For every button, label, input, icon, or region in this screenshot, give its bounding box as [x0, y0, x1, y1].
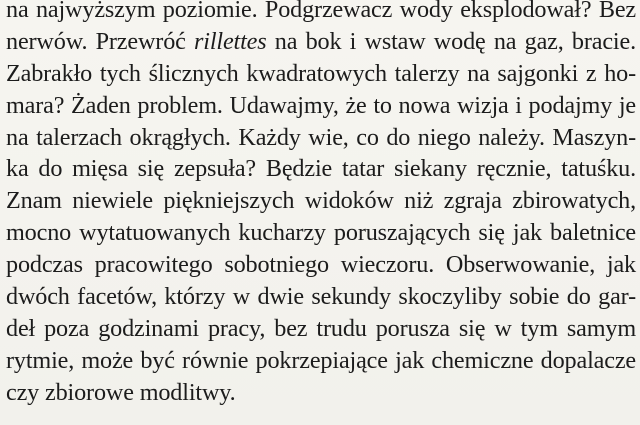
text-line: mocno wytatuowanych kucharzy poruszających się jak baletnice	[6, 219, 636, 247]
text-line: deł poza godzinami pracy, bez trudu porusza się w tym samym	[6, 314, 636, 342]
text-line: Znam niewiele piękniejszych widoków niż zgraja zbirowatych,	[6, 187, 636, 215]
text-line: na najwyższym poziomie. Podgrzewacz wody eksplodował? Bez	[6, 0, 636, 23]
text-line: dwóch facetów, którzy w dwie sekundy skoczyliby sobie do gar-	[6, 283, 636, 311]
text-line: czy zbiorowe modlitwy.	[6, 378, 236, 406]
italic-term: rillettes	[193, 27, 267, 55]
text-line: na talerzach okrągłych. Każdy wie, co do niego należy. Maszyn-	[6, 123, 636, 151]
text-line: Zabrakło tych ślicznych kwadratowych talerzy na sajgonki z ho-	[6, 59, 636, 87]
text-line: mara? Żaden problem. Udawajmy, że to nowa wizja i podajmy je	[6, 91, 636, 119]
text-line: ka do mięsa się zepsuła? Będzie tatar siekany ręcznie, tatuśku.	[6, 155, 636, 183]
text-line: rytmie, może być równie pokrzepiające jak chemiczne dopalacze	[6, 346, 636, 374]
text-line: podczas pracowitego sobotniego wieczoru. Obserwowanie, jak	[6, 251, 636, 279]
body-text	[6, 0, 640, 409]
text-line: nerwów. Przewróć rillettes na bok i wstaw wodę na gaz, bracie.	[6, 27, 636, 55]
